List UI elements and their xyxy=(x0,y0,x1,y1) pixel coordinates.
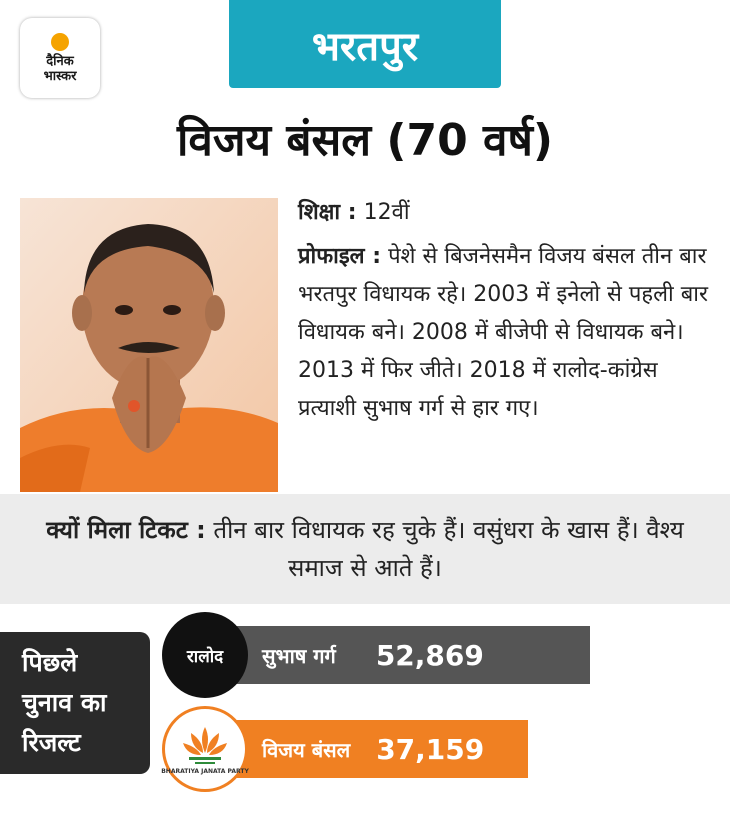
education-row xyxy=(298,194,718,232)
profile-label: प्रोफाइल : xyxy=(298,244,382,269)
sun-icon xyxy=(51,33,69,51)
rld-party-badge xyxy=(162,612,248,698)
reason-label: क्यों मिला टिकट : xyxy=(46,516,206,544)
result-heading-line-2: चुनाव का xyxy=(22,688,107,717)
bjp-caption: BHARATIYA JANATA PARTY xyxy=(161,768,249,775)
education-label: शिक्षा : xyxy=(298,200,357,225)
candidate-name: विजय बंसल (70 वर्ष) xyxy=(176,115,554,166)
result-votes-2: 37,159 xyxy=(376,732,485,766)
reason-value: तीन बार विधायक रह चुके हैं। वसुंधरा के खास हैं। वैश्य समाज से आते हैं। xyxy=(213,516,684,582)
ticket-reason xyxy=(0,494,730,604)
bjp-party-badge xyxy=(162,706,248,792)
lotus-icon xyxy=(181,723,229,767)
profile-row xyxy=(298,238,718,428)
result-heading-line-1: पिछले xyxy=(22,648,78,677)
candidate-info xyxy=(298,194,718,428)
previous-result-heading xyxy=(0,632,150,774)
result-bar-rld xyxy=(202,626,590,684)
city-banner xyxy=(229,0,501,88)
education-value: 12वीं xyxy=(363,200,410,225)
profile-value: पेशे से बिजनेसमैन विजय बंसल तीन बार भरतपुर विधायक रहे। 2003 में इनेलो से पहली बार विधायक बने। 2008 में बीजेपी से विधायक बने। 2013 में फिर जीते। 2018 में रालोद-कांग्रेस प्रत्याशी सुभाष गर्ग से हार गए। xyxy=(298,244,708,421)
candidate-portrait-icon xyxy=(20,198,278,492)
city-name: भरतपुर xyxy=(311,23,419,70)
result-candidate-2: विजय बंसल xyxy=(262,737,351,762)
candidate-photo xyxy=(20,198,278,492)
logo-line-1: दैनिक xyxy=(46,53,74,69)
dainik-bhaskar-logo xyxy=(20,18,100,98)
result-bar-bjp xyxy=(202,720,528,778)
logo-line-2: भास्कर xyxy=(43,68,77,84)
result-candidate-1: सुभाष गर्ग xyxy=(262,643,336,668)
result-votes-1: 52,869 xyxy=(375,638,484,672)
rld-party-name: रालोद xyxy=(186,646,224,667)
result-heading-line-3: रिजल्ट xyxy=(22,728,81,757)
